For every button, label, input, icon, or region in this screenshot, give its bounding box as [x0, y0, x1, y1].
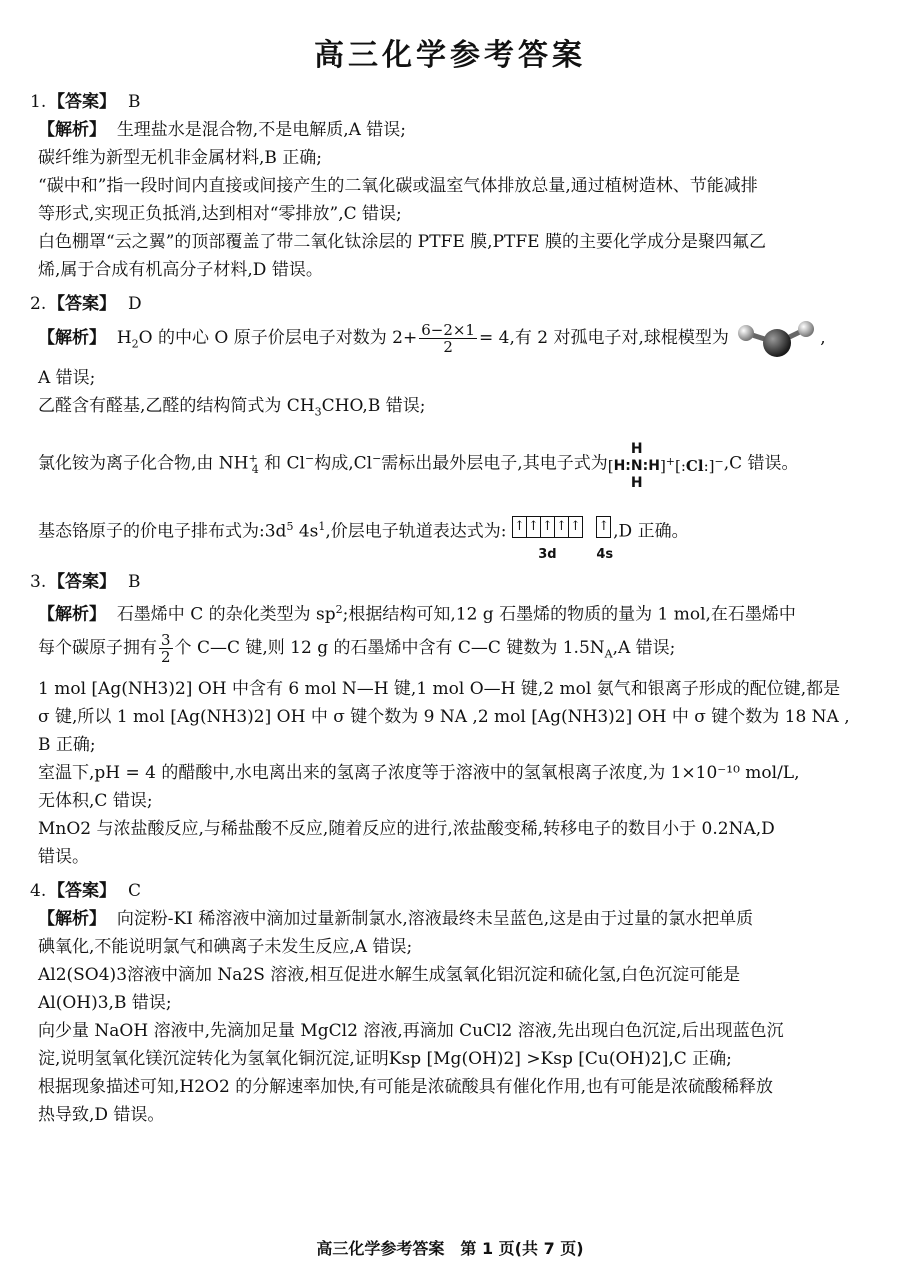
fraction: $\frac{6-2\times 1}{2}$ — [421, 321, 475, 356]
orbital-3d-diagram: ↑ ↑ ↑ ↑ ↑ 3d — [512, 502, 583, 562]
up-arrow-icon: ↑ — [568, 517, 582, 537]
analysis-line: 基态铬原子的价电子排布式为$:3d^5$ $4s^1$,价层电子轨道表达式为: ↑ ↑ ↑ ↑ ↑ 3d ↑ 4s ,D 正确。 — [38, 502, 870, 562]
answer-tag: 【答案】 — [48, 880, 116, 901]
question-number: 4. — [30, 880, 47, 901]
analysis-line: 错误。 — [38, 846, 89, 867]
question-number: 2. — [30, 294, 47, 314]
analysis-line: σ 键,所以 1 mol [Ag(NH3)2] OH 中 σ 键个数为 9 NA ,2 mol [Ag(NH3)2] OH 中 σ 键个数为 18 NA , — [38, 706, 850, 727]
analysis-line: 无体积,C 错误; — [38, 790, 153, 811]
analysis-line: Al2(SO4)3溶液中滴加 Na2S 溶液,相互促进水解生成氢氧化铝沉淀和硫化氢,白色沉淀可能是 — [38, 964, 741, 985]
analysis-tag: 【解析】 — [38, 604, 106, 625]
answer-content — [30, 88, 870, 1129]
analysis-tag: 【解析】 — [38, 120, 106, 140]
analysis-line: 烯,属于合成有机高分子材料,D 错误。 — [38, 260, 323, 280]
answer-tag: 【答案】 — [48, 571, 116, 592]
analysis-line: 室温下,pH = 4 的醋酸中,水电离出来的氢离子浓度等于溶液中的氢氧根离子浓度,为 1×10⁻¹⁰ mol/L, — [38, 762, 800, 783]
question-number: 1. — [30, 92, 47, 112]
answer-tag: 【答案】 — [48, 92, 116, 112]
analysis-line: 热导致,D 错误。 — [38, 1104, 165, 1125]
answer-tag: 【答案】 — [48, 294, 116, 314]
analysis-line: Al(OH)3,B 错误; — [38, 992, 172, 1013]
orbital-4s-diagram: ↑ 4s — [596, 502, 613, 562]
analysis-line: 氯化铵为离子化合物,由 $NH^+_4$ 和 Cl−构成,Cl−需标出最外层电子,其电子式为[ H H :N: H H ]+[:Cl:]−,C 错误。 — [38, 427, 870, 502]
analysis-line: 【解析】 $H_2O$ 的中心 O 原子价层电子对数为 2+ $\frac{6-2\times 1}{2}$ = 4,有 2 对孤电子对,球棍模型为 , — [38, 318, 870, 364]
analysis-line: 等形式,实现正负抵消,达到相对“零排放”,C 错误; — [38, 204, 402, 224]
analysis-line: 乙醛含有醛基,乙醛的结构简式为 $CH_3CHO,B$ 错误; — [38, 396, 426, 419]
analysis-tag: 【解析】 — [38, 908, 106, 929]
analysis-line: A 错误; — [38, 368, 96, 389]
question-number: 3. — [30, 571, 47, 592]
analysis-line: 碘氧化,不能说明氯气和碘离子未发生反应,A 错误; — [38, 936, 413, 957]
answer-value: C — [128, 880, 142, 901]
analysis-line: 【解析】 石墨烯中 C 的杂化类型为 $sp^2$;根据结构可知,12 g 石墨烯的物质的量为 1 mol,在石墨烯中 — [38, 602, 796, 625]
analysis-line: 1 mol [Ag(NH3)2] OH 中含有 6 mol N—H 键,1 mol O—H 键,2 mol 氨气和银离子形成的配位键,都是 — [38, 678, 841, 699]
analysis-line: “碳中和”指一段时间内直接或间接产生的二氧化碳或温室气体排放总量,通过植树造林、节能减排 — [38, 176, 758, 196]
ball-stick-model-icon — [734, 319, 820, 359]
up-arrow-icon: ↑ — [540, 517, 554, 537]
up-arrow-icon: ↑ — [513, 518, 525, 534]
analysis-line: 根据现象描述可知,H2O2 的分解速率加快,有可能是浓硫酸具有催化作用,也有可能是浓硫酸稀释放 — [38, 1076, 774, 1097]
analysis-line: B 正确; — [38, 734, 96, 755]
up-arrow-icon: ↑ — [554, 517, 568, 537]
analysis-line: 白色棚罩“云之翼”的顶部覆盖了带二氧化钛涂层的 PTFE 膜,PTFE 膜的主要化学成分是聚四氟乙 — [38, 232, 766, 252]
question-1 — [30, 88, 870, 284]
question-2 — [30, 290, 870, 562]
page-title: 高三化学参考答案 — [314, 38, 586, 73]
answer-value: B — [128, 92, 141, 112]
analysis-line: 碳纤维为新型无机非金属材料,B 正确; — [38, 148, 323, 168]
fraction: $\frac{3}{2}$ — [161, 631, 171, 667]
analysis-line: 淀,说明氢氧化镁沉淀转化为氢氧化铜沉淀,证明Ksp [Mg(OH)2] >Ksp [Cu(OH)2],C 正确; — [38, 1048, 732, 1069]
electron-formula: [ H H :N: H H ]+[:Cl:]− — [607, 441, 724, 492]
up-arrow-icon: ↑ — [598, 518, 610, 534]
page-footer: 高三化学参考答案 第 1 页(共 7 页) — [316, 1239, 584, 1258]
analysis-line: MnO2 与浓盐酸反应,与稀盐酸不反应,随着反应的进行,浓盐酸变稀,转移电子的数目小于 0.2NA,D — [38, 818, 775, 839]
up-arrow-icon: ↑ — [526, 517, 540, 537]
analysis-line: 每个碳原子拥有 $\frac{3}{2}$ 个 C—C 键,则 12 g 的石墨烯中含有 C—C 键数为 $1.5N_A,A$ 错误; — [38, 631, 676, 667]
analysis-line: 生理盐水是混合物,不是电解质,A 错误; — [116, 120, 407, 140]
analysis-line: 向少量 NaOH 溶液中,先滴加足量 MgCl2 溶液,再滴加 CuCl2 溶液,先出现白色沉淀,后出现蓝色沉 — [38, 1020, 784, 1041]
question-3 — [30, 568, 870, 871]
answer-value: D — [128, 294, 142, 314]
analysis-line: 【解析】 向淀粉-KI 稀溶液中滴加过量新制氯水,溶液最终未呈蓝色,这是由于过量的氯水把单质 — [38, 908, 754, 929]
analysis-tag: 【解析】 — [38, 328, 106, 348]
answer-value: B — [128, 571, 141, 592]
question-4 — [30, 877, 870, 1129]
